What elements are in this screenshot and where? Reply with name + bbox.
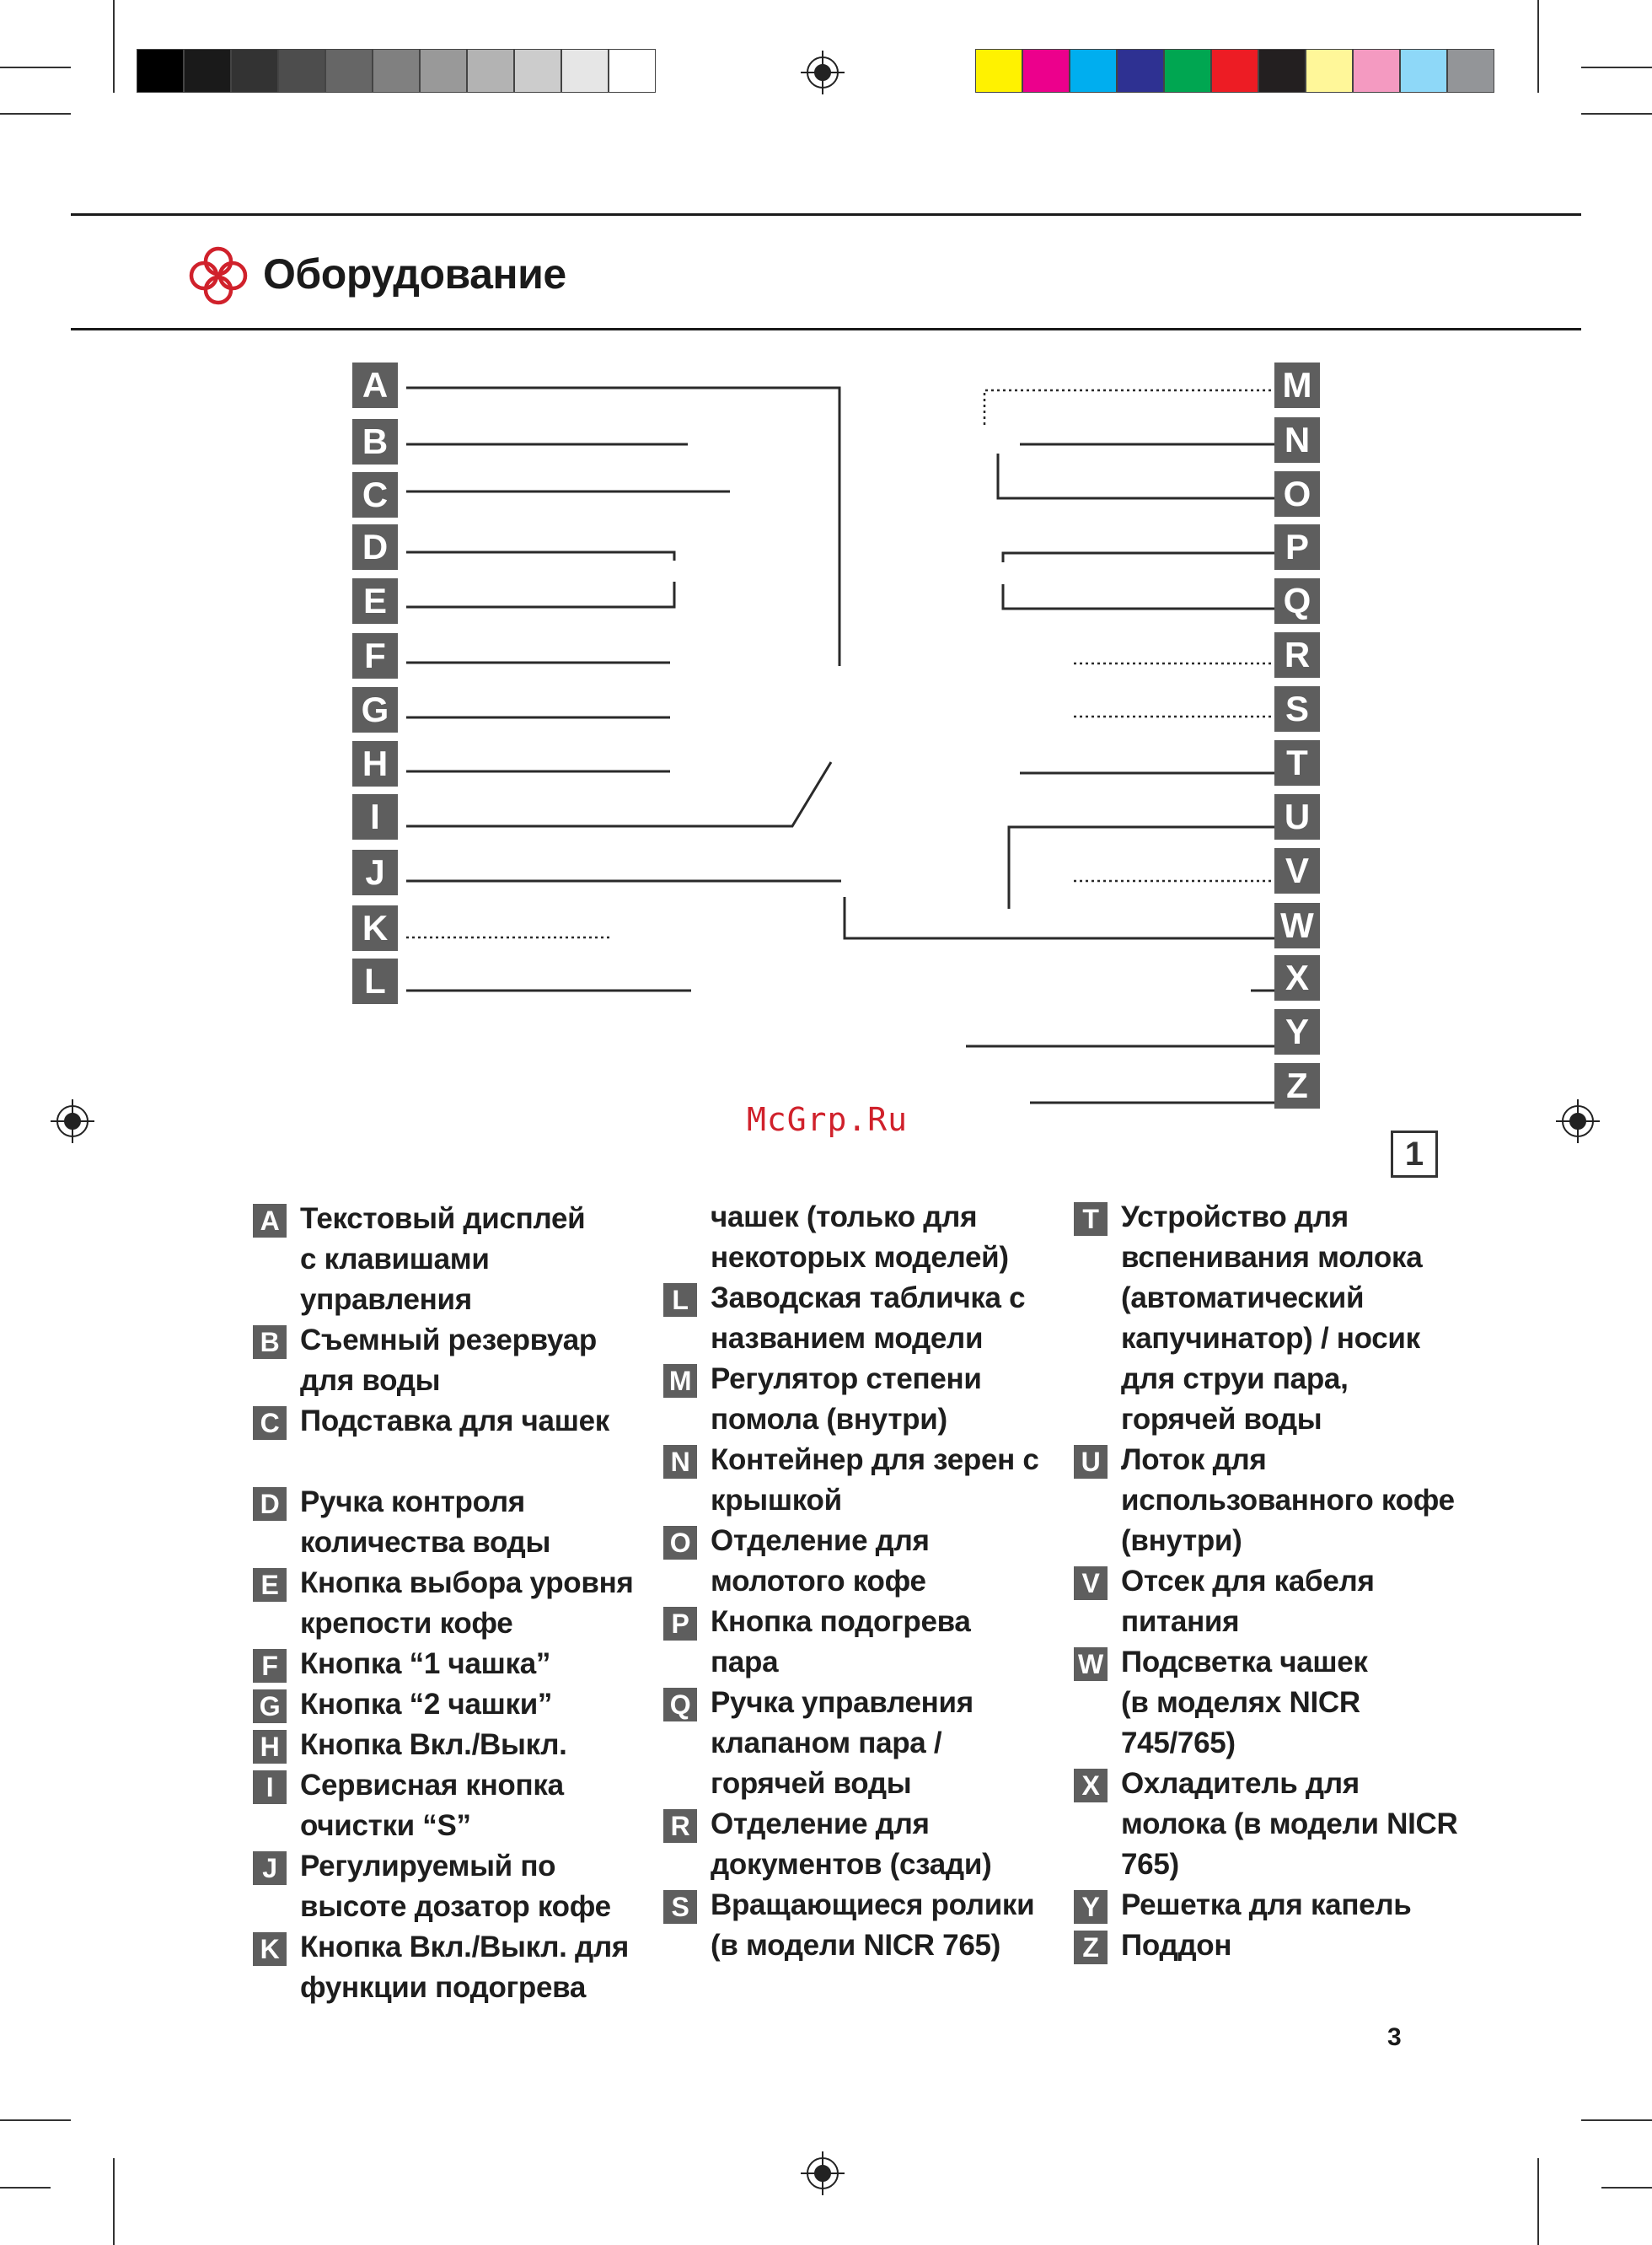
- legend-item-text: (в модели NICR 765): [711, 1929, 1001, 1962]
- legend-letter-badge: U: [1074, 1445, 1108, 1479]
- diagram-label-d: D: [352, 524, 398, 570]
- legend-item-text: функции подогрева: [300, 1971, 587, 2004]
- legend-item-o: [663, 1521, 1059, 1602]
- legend-item-text: управления: [300, 1283, 472, 1316]
- legend-letter-badge: G: [253, 1689, 287, 1723]
- legend-letter-badge: L: [663, 1283, 697, 1317]
- legend-item-text: Кнопка подогрева: [711, 1605, 971, 1638]
- legend-item-text: количества воды: [300, 1526, 551, 1559]
- legend-letter-badge: M: [663, 1364, 697, 1398]
- legend-item-text: Съемный резервуар: [300, 1324, 597, 1356]
- legend-item-text: Отделение для: [711, 1524, 930, 1557]
- legend-item-text: Вращающиеся ролики: [711, 1888, 1035, 1921]
- diagram-label-y: Y: [1274, 1009, 1320, 1055]
- legend-item-text: Кнопка “2 чашки”: [300, 1688, 553, 1721]
- page-title: Оборудование: [263, 250, 566, 298]
- diagram-label-b: B: [352, 419, 398, 465]
- legend-item-r: [663, 1804, 1059, 1885]
- legend-item-text: Подсветка чашек: [1121, 1646, 1368, 1678]
- legend-column-1: [253, 1199, 649, 2008]
- legend-letter-badge: T: [1074, 1202, 1108, 1236]
- legend-letter-badge: W: [1074, 1647, 1108, 1681]
- legend-letter-badge: P: [663, 1607, 697, 1641]
- legend-item-continuation: некоторых моделей): [711, 1241, 1009, 1274]
- legend-letter-badge: Q: [663, 1688, 697, 1721]
- diagram-label-g: G: [352, 687, 398, 733]
- legend-item-text: пара: [711, 1646, 779, 1678]
- legend-item-s: [663, 1885, 1059, 1966]
- legend-item-text: Кнопка “1 чашка”: [300, 1647, 551, 1680]
- diagram-label-p: P: [1274, 524, 1320, 570]
- legend-item-text: молотого кофе: [711, 1565, 926, 1598]
- diagram-label-s: S: [1274, 686, 1320, 732]
- legend-letter-badge: I: [253, 1770, 287, 1804]
- legend-column-3: [1074, 1197, 1470, 1966]
- diagram-label-m: M: [1274, 363, 1320, 408]
- legend-item-text: капучинатор) / носик: [1121, 1322, 1420, 1355]
- diagram-label-r: R: [1274, 632, 1320, 678]
- legend-item-text: 745/765): [1121, 1727, 1236, 1759]
- legend-item-text: молока (в модели NICR: [1121, 1807, 1458, 1840]
- legend-column-2: [663, 1197, 1059, 1966]
- legend-letter-badge: X: [1074, 1769, 1108, 1802]
- legend-letter-badge: A: [253, 1204, 287, 1238]
- diagram-label-z: Z: [1274, 1063, 1320, 1109]
- legend-item-text: Ручка управления: [711, 1686, 974, 1719]
- legend-letter-badge: H: [253, 1730, 287, 1764]
- legend-item-text: Кнопка выбора уровня: [300, 1566, 634, 1599]
- legend-item-text: 765): [1121, 1848, 1179, 1881]
- legend-item-p: [663, 1602, 1059, 1683]
- legend-letter-badge: V: [1074, 1566, 1108, 1600]
- legend-item-text: Регулируемый по: [300, 1850, 556, 1882]
- legend-letter-badge: R: [663, 1809, 697, 1843]
- legend-item-m: [663, 1359, 1059, 1440]
- legend-letter-badge: K: [253, 1932, 287, 1966]
- legend-item-w: [1074, 1642, 1470, 1764]
- legend-item-text: (в моделях NICR: [1121, 1686, 1360, 1719]
- registration-mark-bottom: [801, 2151, 845, 2195]
- legend-item-text: Ручка контроля: [300, 1485, 525, 1518]
- legend-letter-badge: J: [253, 1851, 287, 1885]
- legend-item-text: горячей воды: [711, 1767, 912, 1800]
- legend-item-text: Лоток для: [1121, 1443, 1267, 1476]
- legend-item-text: названием модели: [711, 1322, 984, 1355]
- legend-item-c: [253, 1401, 649, 1442]
- diagram-label-n: N: [1274, 417, 1320, 463]
- diagram-label-w: W: [1274, 903, 1320, 948]
- legend-item-u: [1074, 1440, 1470, 1561]
- legend-item-text: горячей воды: [1121, 1403, 1322, 1436]
- legend-item-text: Охладитель для: [1121, 1767, 1360, 1800]
- legend-item-text: Регулятор степени: [711, 1362, 982, 1395]
- legend-item-text: Решетка для капель: [1121, 1888, 1412, 1921]
- legend-item-y: [1074, 1885, 1470, 1925]
- diagram-label-e: E: [352, 578, 398, 624]
- legend-item-text: Текстовый дисплей: [300, 1202, 586, 1235]
- legend-letter-badge: E: [253, 1568, 287, 1602]
- legend-item-text: (автоматический: [1121, 1281, 1365, 1314]
- legend-item-text: крепости кофе: [300, 1607, 513, 1640]
- legend-item-text: с клавишами: [300, 1243, 490, 1276]
- legend-letter-badge: Z: [1074, 1931, 1108, 1964]
- legend-letter-badge: O: [663, 1526, 697, 1560]
- legend-letter-badge: S: [663, 1890, 697, 1924]
- legend-item-text: Заводская табличка с: [711, 1281, 1026, 1314]
- legend-item-text: Кнопка Вкл./Выкл.: [300, 1728, 567, 1761]
- legend-item-text: Кнопка Вкл./Выкл. для: [300, 1931, 629, 1963]
- diagram-label-k: K: [352, 905, 398, 951]
- legend-item-text: для струи пара,: [1121, 1362, 1349, 1395]
- legend-item-j: [253, 1846, 649, 1927]
- legend-item-k: [253, 1927, 649, 2008]
- legend-letter-badge: F: [253, 1649, 287, 1683]
- diagram-label-f: F: [352, 633, 398, 679]
- diagram-label-h: H: [352, 741, 398, 787]
- legend-item-text: Контейнер для зерен с: [711, 1443, 1039, 1476]
- legend-item-text: Отсек для кабеля: [1121, 1565, 1375, 1598]
- legend-letter-badge: C: [253, 1406, 287, 1440]
- legend-item-v: [1074, 1561, 1470, 1642]
- legend-item-continuation: чашек (только для: [711, 1200, 978, 1233]
- legend-letter-badge: Y: [1074, 1890, 1108, 1924]
- diagram-label-v: V: [1274, 848, 1320, 894]
- diagram-label-j: J: [352, 850, 398, 895]
- legend-item-text: Подставка для чашек: [300, 1404, 609, 1437]
- diagram-label-o: O: [1274, 471, 1320, 517]
- legend-item-text: Устройство для: [1121, 1200, 1349, 1233]
- diagram-label-i: I: [352, 794, 398, 840]
- legend-item-d: [253, 1482, 649, 1563]
- legend-item-text: помола (внутри): [711, 1403, 947, 1436]
- legend-item-z: [1074, 1925, 1470, 1966]
- page-number: 3: [1387, 2023, 1402, 2051]
- legend-item-x: [1074, 1764, 1470, 1885]
- legend-item-text: питания: [1121, 1605, 1240, 1638]
- legend-item-text: документов (сзади): [711, 1848, 992, 1881]
- legend-letter-badge: N: [663, 1445, 697, 1479]
- diagram-label-u: U: [1274, 794, 1320, 840]
- legend-item-text: Отделение для: [711, 1807, 930, 1840]
- legend-item-q: [663, 1683, 1059, 1804]
- legend-item-text: Поддон: [1121, 1929, 1232, 1962]
- legend-item-t: [1074, 1197, 1470, 1440]
- diagram-label-a: A: [352, 363, 398, 408]
- legend-item-text: вспенивания молока: [1121, 1241, 1423, 1274]
- legend-item-l: [663, 1278, 1059, 1359]
- legend-item-text: использованного кофе: [1121, 1484, 1455, 1517]
- legend-item-text: (внутри): [1121, 1524, 1242, 1557]
- legend-item-text: высоте дозатор кофе: [300, 1890, 611, 1923]
- legend-item-text: клапаном пара /: [711, 1727, 942, 1759]
- legend-item-n: [663, 1440, 1059, 1521]
- watermark: McGrp.Ru: [747, 1101, 909, 1138]
- legend-item-g: [253, 1684, 649, 1725]
- legend-item-text: для воды: [300, 1364, 441, 1397]
- diagram-label-q: Q: [1274, 578, 1320, 624]
- diagram-label-x: X: [1274, 955, 1320, 1001]
- legend-letter-badge: B: [253, 1325, 287, 1359]
- diagram-label-c: C: [352, 472, 398, 518]
- diagram-label-l: L: [352, 959, 398, 1004]
- legend-item-f: [253, 1644, 649, 1684]
- legend-item-text: очистки “S”: [300, 1809, 471, 1842]
- legend-item-text: Сервисная кнопка: [300, 1769, 564, 1802]
- legend-item-h: [253, 1725, 649, 1765]
- legend-letter-badge: D: [253, 1487, 287, 1521]
- legend-item-text: крышкой: [711, 1484, 842, 1517]
- legend-item-a: [253, 1199, 649, 1320]
- legend-item-b: [253, 1320, 649, 1401]
- legend-item-i: [253, 1765, 649, 1846]
- figure-number: 1: [1391, 1131, 1438, 1178]
- diagram-label-t: T: [1274, 740, 1320, 786]
- legend-item-e: [253, 1563, 649, 1644]
